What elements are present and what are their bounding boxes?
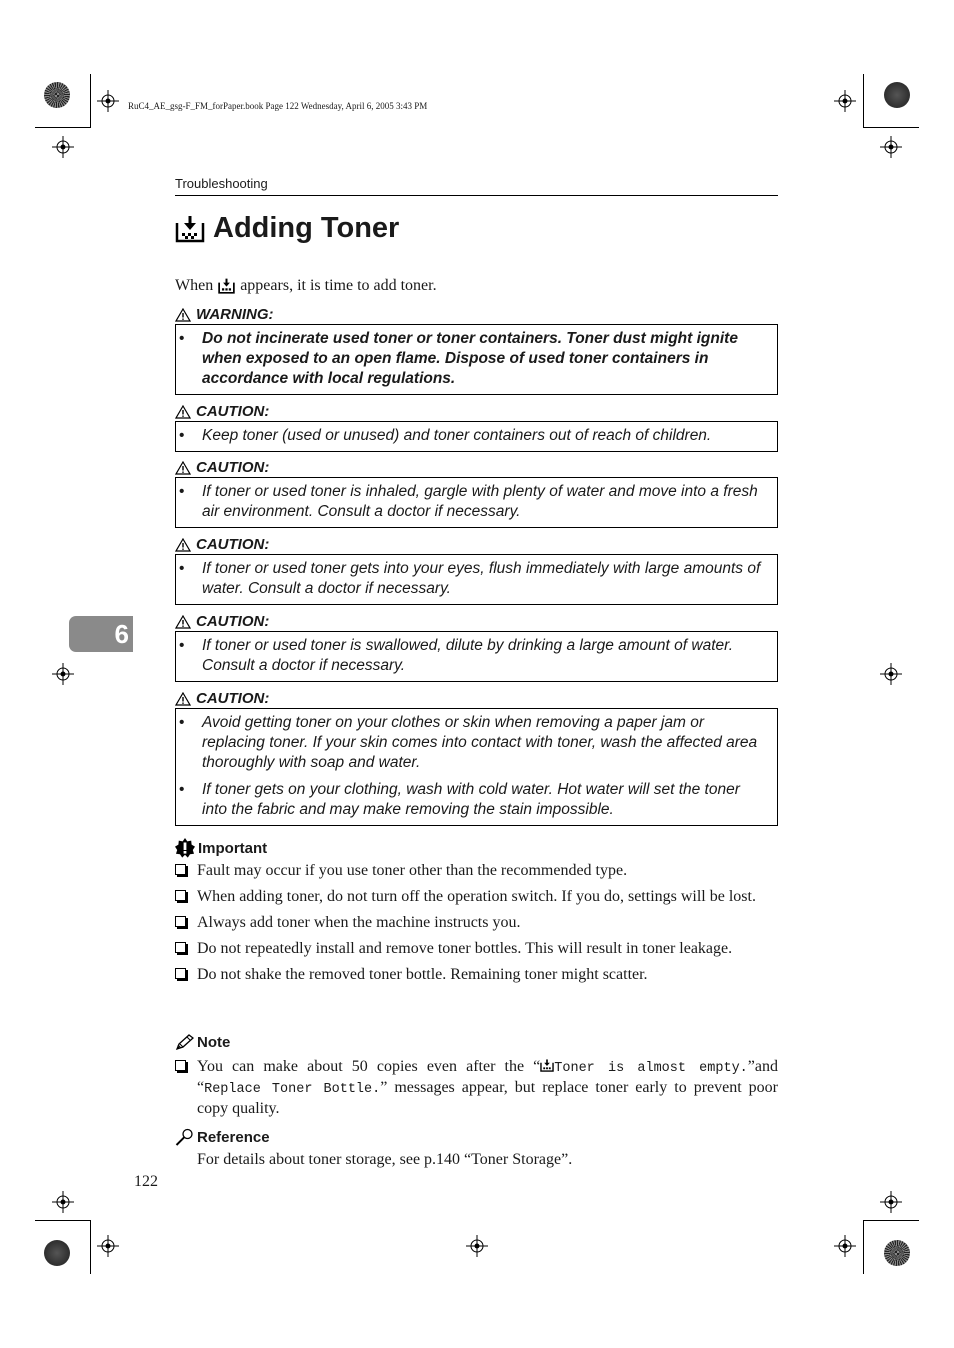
note-list (175, 1057, 778, 1118)
caution-item: • If toner or used toner is inhaled, gargle with plenty of water and move into a fresh air environment. Consult a doctor if necessary. (176, 482, 767, 522)
note-heading-text: Note (197, 1034, 231, 1051)
caution-label (175, 536, 269, 553)
important-list (175, 861, 778, 984)
reference-heading (175, 1128, 270, 1146)
checkbox-bullet-icon (175, 916, 186, 927)
caution-label (175, 613, 269, 630)
warning-triangle-icon (175, 308, 191, 322)
registration-mark-icon (880, 1191, 902, 1213)
caution-item: • If toner or used toner gets into your eyes, flush immediately with large amounts of water. Consult a doctor if necessary. (176, 559, 767, 599)
page-title (175, 212, 399, 245)
caution-box (175, 421, 778, 452)
registration-mark-icon (466, 1235, 488, 1257)
chapter-tab: 6 (69, 616, 133, 652)
page-number: 122 (134, 1173, 158, 1190)
reference-heading-text: Reference (197, 1128, 270, 1146)
caution-label (175, 459, 269, 476)
important-item: When adding toner, do not turn off the operation switch. If you do, settings will be lost. (175, 887, 778, 906)
caution-label-text: CAUTION: (196, 459, 270, 476)
file-info: RuC4_AE_gsg-F_FM_forPaper.book Page 122 Wednesday, April 6, 2005 3:43 PM (128, 101, 428, 111)
important-heading-text: Important (198, 839, 268, 857)
magnifier-icon (175, 1128, 194, 1146)
caution-label (175, 403, 269, 420)
caution-box (175, 554, 778, 605)
checkbox-bullet-icon (175, 968, 186, 979)
add-toner-icon (175, 215, 205, 243)
note-item: You can make about 50 copies even after the “ Toner is almost empty.”and “Replace Toner Bottle.” messages appear, but replace toner early to prevent poor copy quality. (175, 1057, 778, 1118)
registration-mark-icon (97, 1235, 119, 1257)
warning-triangle-icon (175, 461, 191, 475)
pencil-icon (175, 1034, 194, 1051)
intro-before: When (175, 277, 214, 294)
color-rosette-icon (44, 82, 70, 108)
important-item: Always add toner when the machine instructs you. (175, 913, 778, 932)
caution-item: • Keep toner (used or unused) and toner containers out of reach of children. (176, 426, 767, 446)
checkbox-bullet-icon (175, 942, 186, 953)
running-header (175, 175, 778, 196)
caution-label (175, 690, 269, 707)
checkbox-bullet-icon (175, 890, 186, 901)
intro-paragraph (175, 277, 437, 295)
warning-box (175, 324, 778, 395)
warning-triangle-icon (175, 692, 191, 706)
add-toner-icon (218, 278, 235, 294)
registration-mark-icon (880, 136, 902, 158)
important-icon (175, 838, 195, 858)
important-item: Do not repeatedly install and remove toner bottles. This will result in toner leakage. (175, 939, 778, 958)
registration-mark-icon (52, 663, 74, 685)
registration-mark-icon (880, 663, 902, 685)
note-heading (175, 1034, 230, 1051)
important-item: Do not shake the removed toner bottle. Remaining toner might scatter. (175, 965, 778, 984)
color-rosette-icon (884, 82, 910, 108)
checkbox-bullet-icon (175, 1060, 186, 1071)
title-text: Adding Toner (213, 212, 400, 244)
registration-mark-icon (52, 136, 74, 158)
registration-mark-icon (834, 90, 856, 112)
warning-triangle-icon (175, 538, 191, 552)
caution-label-text: CAUTION: (196, 403, 270, 420)
warning-label (175, 306, 274, 323)
warning-item: • Do not incinerate used toner or toner containers. Toner dust might ignite when exposed to an open flame. Dispose of used toner containers in accordance with local regulations. (176, 329, 767, 389)
reference-text: For details about toner storage, see p.140 “Toner Storage”. (197, 1151, 573, 1168)
caution-label-text: CAUTION: (196, 613, 270, 630)
color-rosette-icon (44, 1240, 70, 1266)
caution-box (175, 477, 778, 528)
checkbox-bullet-icon (175, 864, 186, 875)
registration-mark-icon (834, 1235, 856, 1257)
caution-box (175, 631, 778, 682)
registration-mark-icon (52, 1191, 74, 1213)
caution-box (175, 708, 778, 826)
intro-after: appears, it is time to add toner. (240, 277, 437, 294)
color-rosette-icon (884, 1240, 910, 1266)
registration-mark-icon (97, 90, 119, 112)
caution-label-text: CAUTION: (196, 690, 270, 707)
warning-triangle-icon (175, 615, 191, 629)
caution-item: • If toner gets on your clothing, wash with cold water. Hot water will set the toner into the fabric and may make removing the stain impossible. (176, 780, 767, 820)
caution-label-text: CAUTION: (196, 536, 270, 553)
add-toner-icon (540, 1059, 554, 1072)
caution-item: • If toner or used toner is swallowed, dilute by drinking a large amount of water. Consult a doctor if necessary. (176, 636, 767, 676)
important-heading (175, 838, 267, 858)
caution-item: • Avoid getting toner on your clothes or skin when removing a paper jam or replacing toner. If your skin comes into contact with toner, wash the affected area thoroughly with soap and water. (176, 713, 767, 773)
header-text: Troubleshooting (175, 176, 268, 191)
warning-triangle-icon (175, 405, 191, 419)
warning-label-text: WARNING: (196, 306, 274, 323)
important-item: Fault may occur if you use toner other than the recommended type. (175, 861, 778, 880)
